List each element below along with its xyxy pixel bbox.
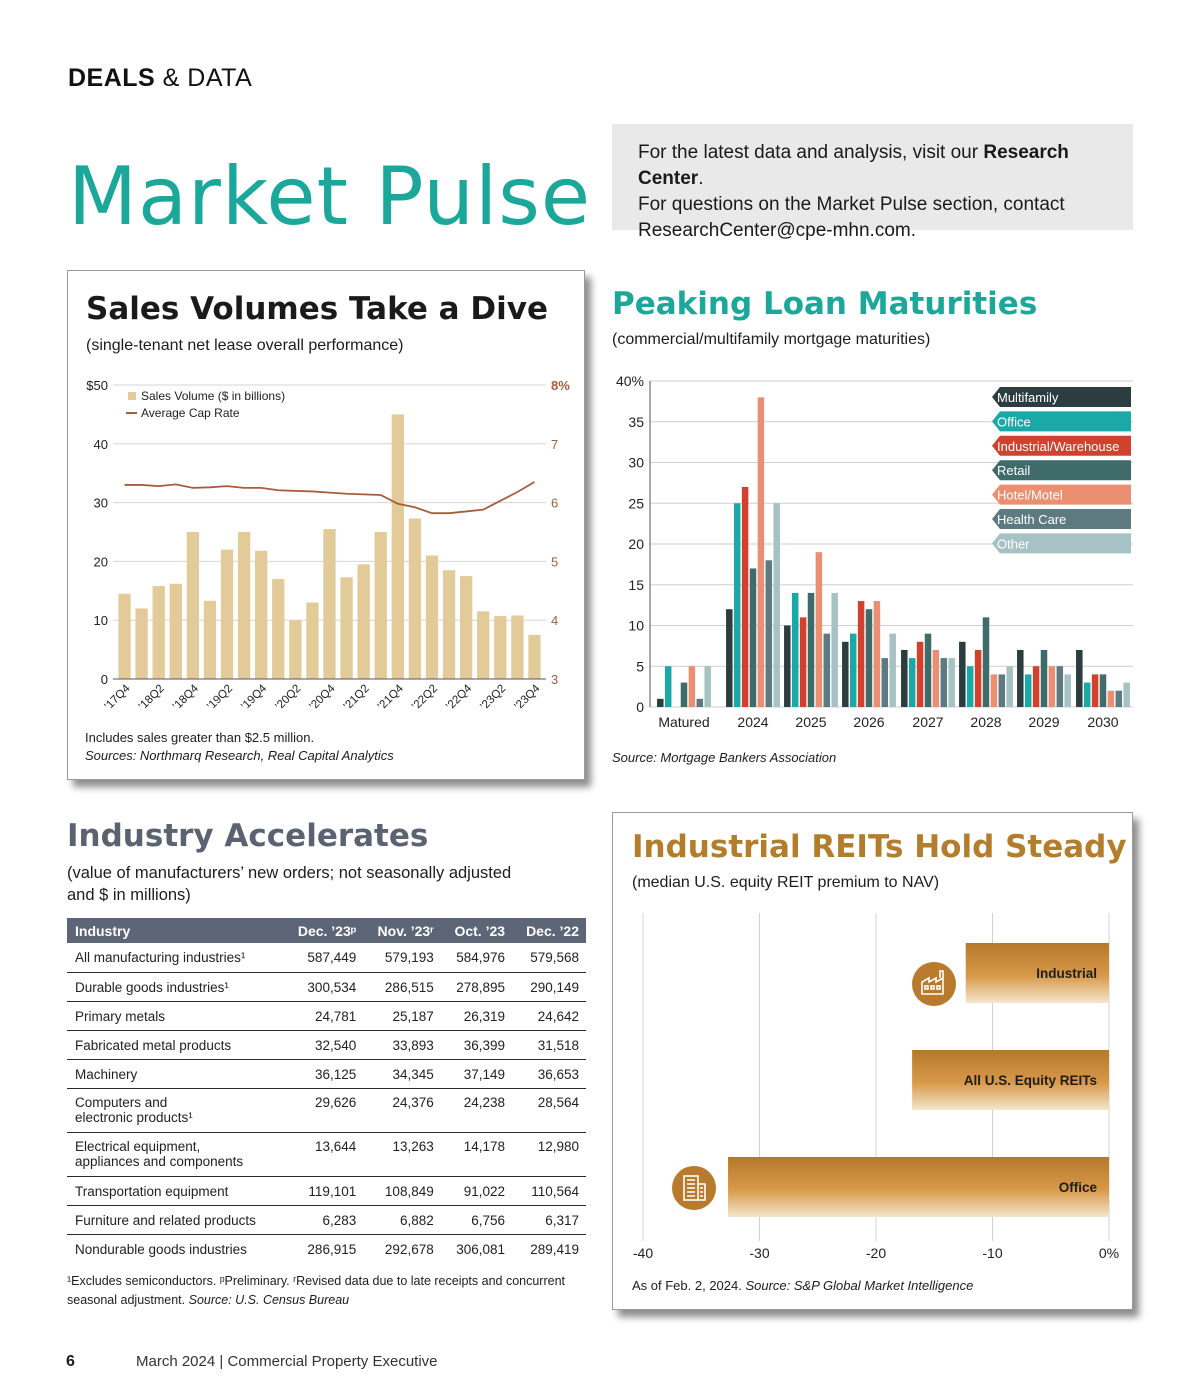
table-cell-value: 584,976 bbox=[441, 943, 512, 972]
research-info-box bbox=[612, 124, 1133, 241]
table-cell-value: 24,238 bbox=[441, 1088, 512, 1132]
y-tick-label: 25 bbox=[628, 495, 644, 512]
y-right-tick-label: 8% bbox=[551, 378, 570, 393]
col-header-industry: Industry bbox=[67, 918, 283, 943]
table-cell-value: 119,101 bbox=[283, 1176, 363, 1205]
col-header-dec23: Dec. ’23ᵖ bbox=[283, 918, 363, 943]
section-tag-bold: DEALS bbox=[68, 64, 156, 92]
col-header-nov23: Nov. ’23ʳ bbox=[363, 918, 441, 943]
table-cell-value: 31,518 bbox=[512, 1030, 586, 1059]
table-cell-value: 306,081 bbox=[456, 1241, 506, 1257]
table-cell-value: 292,678 bbox=[384, 1241, 434, 1257]
table-cell-value: 290,149 bbox=[512, 972, 586, 1001]
y-tick-label: 0 bbox=[636, 699, 644, 715]
legend-swatch-sales-volume bbox=[128, 392, 136, 400]
industry-footnote-2-text: seasonal adjustment. bbox=[67, 1293, 189, 1307]
loans-chart-subtitle: (commercial/multifamily mortgage maturities) bbox=[612, 331, 931, 348]
x-tick-label: ’21Q2 bbox=[341, 682, 372, 713]
table-cell-value: 579,568 bbox=[512, 943, 586, 972]
industry-subtitle-1: (value of manufacturers’ new orders; not seasonally adjusted bbox=[67, 864, 512, 882]
loan-bar bbox=[831, 593, 838, 707]
table-row bbox=[67, 1088, 586, 1132]
table-cell-value: 13,263 bbox=[363, 1132, 441, 1176]
section-tag bbox=[68, 64, 252, 93]
loan-bar bbox=[850, 634, 857, 707]
x-tick-label: 2028 bbox=[970, 714, 1002, 730]
table-cell-value: 33,893 bbox=[363, 1030, 441, 1059]
office-building-icon bbox=[672, 1166, 716, 1210]
loans-chart-title: Peaking Loan Maturities bbox=[612, 286, 1038, 322]
sales-volume-bar bbox=[153, 586, 165, 679]
table-cell-value: 28,564 bbox=[512, 1088, 586, 1132]
sales-sources: Sources: Northmarq Research, Real Capital Analytics bbox=[85, 748, 394, 763]
sales-volume-bar bbox=[118, 594, 130, 679]
reit-bar bbox=[728, 1157, 1109, 1217]
industry-name bbox=[67, 972, 283, 1001]
loan-bar bbox=[1025, 674, 1032, 707]
table-cell-value: 286,915 bbox=[307, 1241, 357, 1257]
table-cell-value: 6,756 bbox=[441, 1205, 512, 1234]
sales-volume-bar bbox=[443, 570, 455, 679]
x-tick-label: ’21Q4 bbox=[375, 682, 406, 713]
industry-name bbox=[67, 1132, 283, 1176]
reit-chart bbox=[613, 913, 1132, 1268]
industry-name bbox=[67, 1176, 283, 1205]
table-cell-value: 278,895 bbox=[441, 972, 512, 1001]
x-tick-label: 2024 bbox=[737, 714, 769, 730]
loan-bar bbox=[889, 634, 896, 707]
legend-label-cap-rate: Average Cap Rate bbox=[141, 406, 240, 420]
reit-chart-title: Industrial REITs Hold Steady bbox=[632, 829, 1127, 865]
loan-bar bbox=[991, 674, 998, 707]
loan-bar bbox=[858, 601, 865, 707]
industry-name-line: Machinery bbox=[75, 1066, 138, 1082]
legend-label: Retail bbox=[997, 463, 1031, 479]
info-line-2: For questions on the Market Pulse section, contact bbox=[638, 194, 1065, 215]
table-row bbox=[67, 943, 586, 972]
y-tick-label: 30 bbox=[628, 454, 644, 471]
info-line-1-end: . bbox=[698, 168, 704, 189]
x-tick-label: -10 bbox=[982, 1245, 1003, 1261]
x-tick-label: -40 bbox=[632, 1245, 654, 1261]
table-cell-value: 36,125 bbox=[283, 1059, 363, 1088]
x-tick-label: 0% bbox=[1098, 1245, 1120, 1261]
table-cell-value: 34,345 bbox=[363, 1059, 441, 1088]
industry-footnote-2 bbox=[67, 1293, 349, 1307]
table-cell-value: 37,149 bbox=[441, 1059, 512, 1088]
sales-chart bbox=[68, 367, 584, 717]
sales-volume-bar bbox=[511, 615, 523, 679]
loan-bar bbox=[909, 658, 916, 707]
loan-bar bbox=[657, 699, 664, 707]
y-left-tick-label: 0 bbox=[100, 672, 108, 687]
loans-chart bbox=[600, 366, 1145, 741]
loan-bar bbox=[704, 666, 711, 707]
table-cell-value: 300,534 bbox=[283, 972, 363, 1001]
table-row bbox=[67, 1132, 586, 1176]
sales-volume-bar bbox=[409, 518, 421, 679]
table-cell-value: 36,653 bbox=[512, 1059, 586, 1088]
loan-bar bbox=[784, 626, 791, 708]
table-cell-value: 14,178 bbox=[441, 1132, 512, 1176]
legend-label-sales-volume: Sales Volume ($ in billions) bbox=[141, 389, 286, 403]
factory-icon bbox=[912, 962, 956, 1006]
x-tick-label: ’17Q4 bbox=[102, 682, 133, 713]
x-tick-label: ’20Q2 bbox=[273, 682, 304, 713]
info-line-1-text: For the latest data and analysis, visit our bbox=[638, 142, 984, 163]
page-number: 6 bbox=[66, 1353, 75, 1370]
col-header-dec22: Dec. ’22 bbox=[512, 918, 586, 943]
sales-volume-bar bbox=[426, 556, 438, 679]
loan-bar bbox=[882, 658, 889, 707]
sales-volume-bar bbox=[528, 635, 540, 679]
sales-volume-bar bbox=[460, 576, 472, 679]
legend-label: Multifamily bbox=[997, 390, 1059, 405]
loan-bar bbox=[1092, 674, 1099, 707]
sales-volume-bar bbox=[187, 532, 199, 679]
industry-table bbox=[67, 918, 586, 1263]
industry-name-line: Transportation equipment bbox=[75, 1183, 229, 1199]
sales-volume-bar bbox=[392, 414, 404, 679]
cap-rate-line bbox=[125, 482, 535, 513]
table-row bbox=[67, 972, 586, 1001]
sales-volume-bar bbox=[272, 579, 284, 679]
table-cell-value: 6,317 bbox=[512, 1205, 586, 1234]
sales-volume-bar bbox=[358, 564, 370, 679]
loan-bar bbox=[1108, 691, 1115, 707]
sales-volume-bar bbox=[477, 611, 489, 679]
x-tick-label: 2027 bbox=[912, 714, 944, 730]
loan-bar bbox=[792, 593, 799, 707]
y-right-tick-label: 3 bbox=[551, 672, 559, 687]
legend-label: Hotel/Motel bbox=[997, 487, 1063, 503]
industry-name-line: electronic products¹ bbox=[75, 1109, 193, 1125]
table-row bbox=[67, 1001, 586, 1030]
reit-bar-label: All U.S. Equity REITs bbox=[963, 1073, 1097, 1088]
table-cell-value: 29,626 bbox=[283, 1088, 363, 1132]
industry-name-line: All manufacturing industries¹ bbox=[75, 950, 246, 965]
loan-bar bbox=[1064, 674, 1071, 707]
reit-chart-subtitle: (median U.S. equity REIT premium to NAV) bbox=[632, 874, 940, 891]
table-cell-value: 286,515 bbox=[363, 972, 441, 1001]
table-cell-value: 289,419 bbox=[530, 1241, 579, 1257]
industry-name bbox=[67, 1205, 283, 1234]
table-cell-value: 26,319 bbox=[441, 1001, 512, 1030]
loan-bar bbox=[941, 658, 948, 707]
x-tick-label: 2025 bbox=[795, 714, 827, 730]
industry-name-line: Primary metals bbox=[75, 1008, 166, 1024]
loan-bar bbox=[1049, 666, 1056, 707]
legend-label: Industrial/Warehouse bbox=[997, 438, 1120, 454]
table-cell-value: 6,283 bbox=[283, 1205, 363, 1234]
loan-bar bbox=[842, 642, 849, 707]
table-row bbox=[67, 1176, 586, 1205]
page-title: Market Pulse bbox=[68, 150, 592, 243]
loan-bar bbox=[917, 642, 924, 707]
table-cell-value: 108,849 bbox=[363, 1176, 441, 1205]
table-cell-value: 36,399 bbox=[441, 1030, 512, 1059]
y-left-tick-label: 20 bbox=[93, 554, 108, 570]
y-right-tick-label: 7 bbox=[551, 436, 559, 452]
loan-bar bbox=[742, 487, 749, 707]
y-left-tick-label: 10 bbox=[93, 613, 108, 629]
industry-name bbox=[67, 943, 283, 972]
y-left-tick-label: 40 bbox=[93, 436, 108, 452]
sales-chart-subtitle: (single-tenant net lease overall performance) bbox=[86, 337, 404, 354]
x-tick-label: 2030 bbox=[1087, 714, 1119, 730]
sales-volume-bar bbox=[340, 577, 352, 679]
table-cell-value: 13,644 bbox=[283, 1132, 363, 1176]
loan-bar bbox=[1006, 666, 1013, 707]
sales-volume-bar bbox=[323, 529, 335, 679]
table-cell-value: 24,376 bbox=[363, 1088, 441, 1132]
industry-source: Source: U.S. Census Bureau bbox=[188, 1293, 350, 1307]
section-tag-rest: & DATA bbox=[155, 64, 253, 92]
industry-subtitle-2: and $ in millions) bbox=[67, 886, 191, 904]
x-tick-label: ’23Q4 bbox=[512, 682, 543, 713]
legend-label: Health Care bbox=[997, 512, 1067, 527]
loan-bar bbox=[824, 634, 831, 707]
loan-bar bbox=[1116, 691, 1123, 707]
table-cell-value: 24,781 bbox=[283, 1001, 363, 1030]
loan-bar bbox=[967, 666, 974, 707]
industry-name bbox=[67, 1088, 283, 1132]
industry-name-line: Furniture and related products bbox=[75, 1212, 256, 1228]
research-email-link[interactable]: ResearchCenter@cpe-mhn.com. bbox=[638, 220, 917, 241]
loan-bar bbox=[1100, 674, 1107, 707]
table-row bbox=[67, 1205, 586, 1234]
loan-bar bbox=[808, 593, 815, 707]
loan-bar bbox=[933, 650, 940, 707]
reit-bar-label: Industrial bbox=[1036, 966, 1097, 981]
x-tick-label: 2029 bbox=[1028, 714, 1060, 730]
y-right-tick-label: 6 bbox=[551, 495, 559, 511]
industry-name-line: Computers and bbox=[75, 1094, 168, 1110]
loan-bar bbox=[665, 666, 672, 707]
y-tick-label: 40% bbox=[615, 373, 644, 389]
loan-bar bbox=[816, 552, 823, 707]
x-tick-label: -20 bbox=[865, 1245, 887, 1261]
research-center-link[interactable]: Research Center bbox=[638, 142, 1069, 189]
table-cell-value: 25,187 bbox=[363, 1001, 441, 1030]
table-cell-value: 579,193 bbox=[363, 943, 441, 972]
sales-volume-bar bbox=[375, 532, 387, 679]
loan-bar bbox=[800, 617, 807, 707]
x-tick-label: 2026 bbox=[853, 714, 885, 730]
loan-bar bbox=[866, 609, 873, 707]
industry-name-line: appliances and components bbox=[75, 1153, 244, 1169]
industry-name-line: Nondurable goods industries bbox=[75, 1241, 247, 1257]
reit-note-text: As of Feb. 2, 2024. bbox=[632, 1278, 746, 1293]
industry-name-line: Fabricated metal products bbox=[75, 1037, 232, 1053]
x-tick-label: ’19Q2 bbox=[204, 682, 236, 713]
x-tick-label: ’19Q4 bbox=[239, 682, 270, 713]
sales-volume-bar bbox=[238, 532, 250, 679]
loan-bar bbox=[773, 503, 780, 707]
y-tick-label: 10 bbox=[628, 617, 644, 634]
reit-bar-label: Office bbox=[1058, 1180, 1097, 1195]
loan-bar bbox=[999, 674, 1006, 707]
sales-volume-bar bbox=[204, 601, 216, 679]
industry-name-line: Durable goods industries¹ bbox=[75, 979, 229, 995]
loan-bar bbox=[1084, 683, 1091, 707]
y-tick-label: 20 bbox=[628, 536, 644, 552]
x-tick-label: ’22Q2 bbox=[409, 682, 441, 713]
info-line-1 bbox=[638, 140, 1107, 192]
industry-name bbox=[67, 1001, 283, 1030]
industry-name bbox=[67, 1059, 283, 1088]
sales-volume-bar bbox=[289, 620, 301, 679]
loan-bar bbox=[1123, 683, 1130, 707]
reit-note bbox=[632, 1278, 973, 1293]
x-tick-label: ’18Q2 bbox=[136, 682, 167, 713]
y-left-tick-label: 30 bbox=[93, 495, 108, 511]
y-tick-label: 5 bbox=[636, 658, 644, 675]
table-cell-value: 12,980 bbox=[512, 1132, 586, 1176]
table-row bbox=[67, 1059, 586, 1088]
sales-volume-bar bbox=[135, 608, 147, 679]
sales-volume-bar bbox=[306, 603, 318, 679]
table-row bbox=[67, 1030, 586, 1059]
table-cell-value: 6,882 bbox=[363, 1205, 441, 1234]
industry-title: Industry Accelerates bbox=[67, 818, 429, 854]
table-cell-value: 91,022 bbox=[441, 1176, 512, 1205]
x-tick-label: ’20Q4 bbox=[307, 682, 338, 713]
table-cell-value: 32,540 bbox=[283, 1030, 363, 1059]
y-left-tick-label: $50 bbox=[86, 378, 108, 393]
table-row bbox=[67, 1234, 586, 1263]
loan-bar bbox=[983, 617, 990, 707]
sales-note: Includes sales greater than $2.5 million. bbox=[85, 730, 315, 745]
sales-volume-bar bbox=[221, 550, 233, 679]
loan-bar bbox=[1076, 650, 1083, 707]
sales-volume-bar bbox=[494, 616, 506, 679]
loan-bar bbox=[734, 503, 741, 707]
x-tick-label: -30 bbox=[749, 1245, 770, 1261]
loan-bar bbox=[766, 560, 773, 707]
loan-bar bbox=[925, 634, 932, 707]
loan-bar bbox=[1017, 650, 1024, 707]
loan-bar bbox=[874, 601, 881, 707]
loan-bar bbox=[758, 397, 765, 707]
x-tick-label: ’18Q4 bbox=[170, 682, 201, 713]
footer-publication: March 2024 | Commercial Property Executive bbox=[136, 1353, 438, 1370]
col-header-oct23: Oct. ’23 bbox=[441, 918, 512, 943]
loan-bar bbox=[681, 683, 688, 707]
table-cell-value: 110,564 bbox=[512, 1176, 586, 1205]
x-tick-label: Matured bbox=[658, 714, 710, 730]
sales-volume-bar bbox=[255, 551, 267, 679]
loan-bar bbox=[959, 642, 966, 707]
x-tick-label: ’22Q4 bbox=[444, 682, 475, 713]
industry-table-header bbox=[67, 918, 586, 943]
table-cell-value: 24,642 bbox=[512, 1001, 586, 1030]
y-right-tick-label: 4 bbox=[551, 613, 559, 629]
loan-bar bbox=[1033, 666, 1040, 707]
loan-bar bbox=[726, 609, 733, 707]
y-tick-label: 35 bbox=[628, 413, 644, 430]
industry-name bbox=[67, 1030, 283, 1059]
reit-source: Source: S&P Global Market Intelligence bbox=[745, 1278, 974, 1293]
loan-bar bbox=[750, 568, 757, 707]
y-tick-label: 15 bbox=[628, 576, 644, 593]
sales-volume-bar bbox=[170, 584, 182, 679]
loan-bar bbox=[975, 650, 982, 707]
legend-label: Other bbox=[997, 536, 1030, 552]
industry-footnote-1: ¹Excludes semiconductors. ᵖPreliminary. ʳRevised data due to late receipts and concurrent bbox=[67, 1274, 566, 1288]
loan-bar bbox=[1057, 666, 1064, 707]
sales-volume-panel bbox=[67, 270, 585, 780]
industry-name bbox=[67, 1234, 283, 1263]
loan-bar bbox=[697, 699, 704, 707]
reit-panel bbox=[612, 812, 1133, 1310]
loans-source: Source: Mortgage Bankers Association bbox=[612, 750, 837, 765]
y-right-tick-label: 5 bbox=[551, 554, 559, 570]
legend-label: Office bbox=[997, 414, 1031, 430]
table-cell-value: 587,449 bbox=[283, 943, 363, 972]
x-tick-label: ’23Q2 bbox=[478, 682, 509, 713]
sales-chart-title: Sales Volumes Take a Dive bbox=[86, 291, 548, 327]
industry-name-line: Electrical equipment, bbox=[75, 1138, 201, 1154]
loan-bar bbox=[689, 666, 696, 707]
loan-bar bbox=[948, 658, 955, 707]
loan-bar bbox=[1041, 650, 1048, 707]
loan-bar bbox=[901, 650, 908, 707]
